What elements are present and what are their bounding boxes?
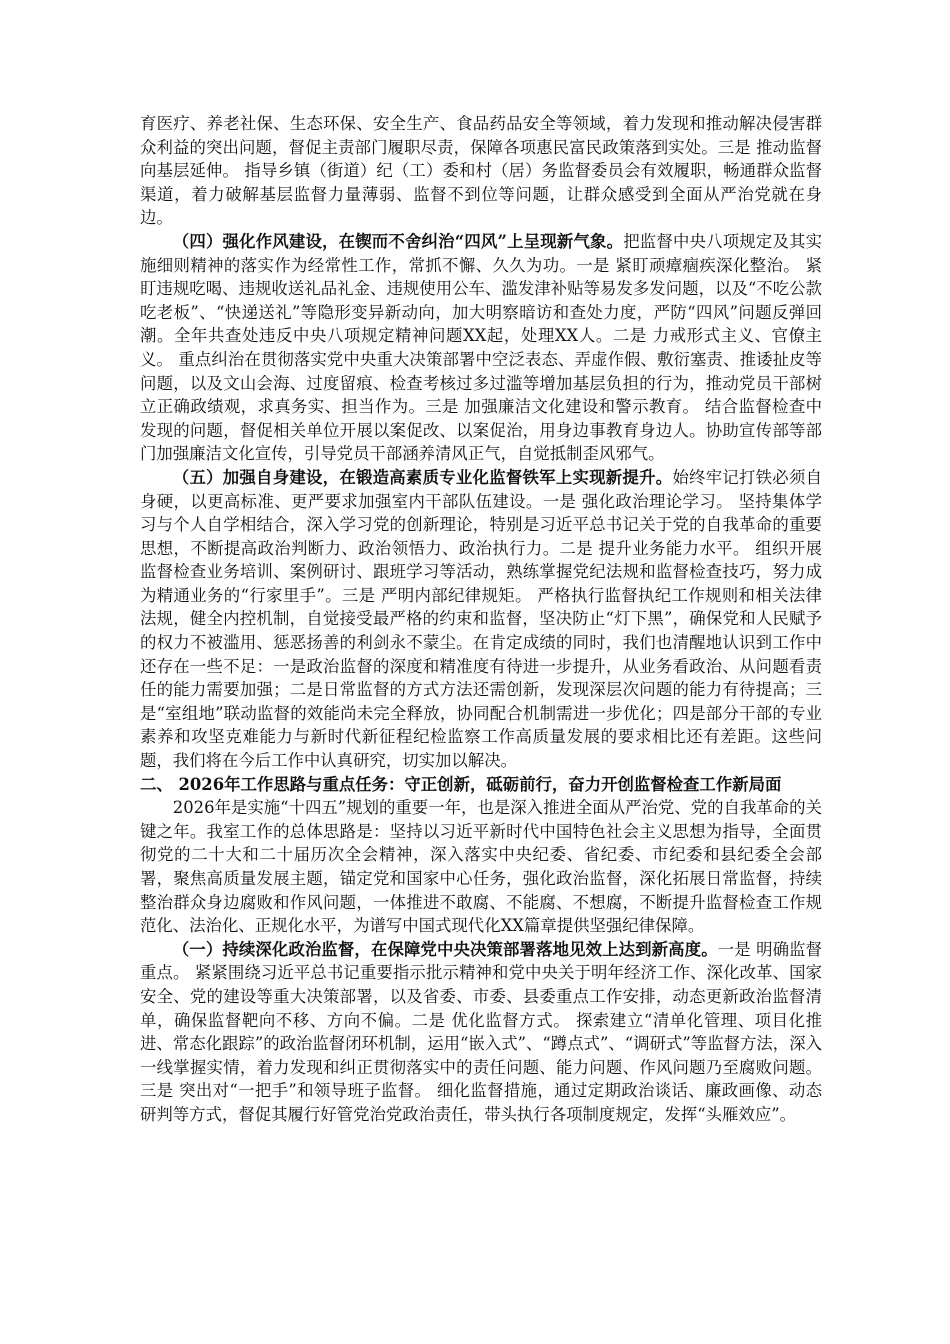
paragraph-text: 2026年是实施“十四五”规划的重要一年，也是深入推进全面从严治党、党的自我革命的关键之年。我室工作的总体思路是：坚持以习近平新时代中国特色社会主义思想为指导，全面贯彻党的二十大和二十届历次全会精神，深入落实中央纪委、省纪委、市纪委和县纪委全会部署，聚焦高质量发展主题，锚定党和国家中心任务，强化政治监督，深化拓展日常监督，持续整治群众身边腐败和作风问题，一体推进不敢腐、不能腐、不想腐，不断提升监督检查工作规范化、法治化、正规化水平，为谱写中国式现代化XX篇章提供坚强纪律保障。 — [140, 798, 822, 936]
paragraph-subsection-one — [140, 938, 822, 1127]
paragraph-section-five — [140, 466, 822, 773]
heading-text: 二、 2026年工作思路与重点任务：守正创新，砥砺前行，奋力开创监督检查工作新局面 — [140, 774, 782, 794]
section-lead: （一）持续深化政治监督，在保障党中央决策部署落地见效上达到新高度。 — [172, 939, 718, 959]
paragraph-continuation — [140, 112, 822, 230]
section-heading-two — [140, 773, 822, 797]
paragraph-text: 育医疗、养老社保、生态环保、安全生产、食品药品安全等领域，着力发现和推动解决侵害群众利益的突出问题，督促主责部门履职尽责，保障各项惠民富民政策落到实处。三是 推动监督向基层延伸。 指导乡镇（街道）纪（工）委和村（居）务监督委员会有效履职，畅通群众监督渠道，着力破解基层监督力量薄弱、监督不到位等问题，让群众感受到全面从严治党就在身边。 — [140, 114, 822, 228]
paragraph-text: 一是 明确监督重点。 紧紧围绕习近平总书记重要指示批示精神和党中央关于明年经济工作、深化改革、国家安全、党的建设等重大决策部署，以及省委、市委、县委重点工作安排，动态更新政治监督清单，确保监督靶向不移、方向不偏。二是 优化监督方式。 探索建立“清单化管理、项目化推进、常态化跟踪”的政治监督闭环机制，运用“嵌入式”、“蹲点式”、“调研式”等监督方法，深入一线掌握实情，着力发现和纠正贯彻落实中的责任问题、能力问题、作风问题乃至腐败问题。三是 突出对“一把手”和领导班子监督。 细化监督措施，通过定期政治谈话、廉政画像、动态研判等方式，督促其履行好管党治党政治责任，带头执行各项制度规定，发挥“头雁效应”。 — [140, 939, 823, 1124]
section-lead: （五）加强自身建设，在锻造高素质专业化监督铁军上实现新提升。 — [172, 467, 673, 487]
paragraph-section-four — [140, 230, 822, 466]
paragraph-text: 始终牢记打铁必须自身硬，以更高标准、更严要求加强室内干部队伍建设。一是 强化政治理论学习。 坚持集体学习与个人自学相结合，深入学习党的创新理论，特别是习近平总书记关于党的自我革命的重要思想，不断提高政治判断力、政治领悟力、政治执行力。二是 提升业务能力水平。 组织开展监督检查业务培训、案例研讨、跟班学习等活动，熟练掌握党纪法规和监督检查技巧，努力成为精通业务的“行家里手”。三是 严明内部纪律规矩。 严格执行监督执纪工作规则和相关法律法规，健全内控机制，自觉接受最严格的约束和监督，坚决防止“灯下黑”，确保党和人民赋予的权力不被滥用、惩恶扬善的利剑永不蒙尘。在肯定成绩的同时，我们也清醒地认识到工作中还存在一些不足：一是政治监督的深度和精准度有待进一步提升，从业务看政治、从问题看责任的能力需要加强；二是日常监督的方式方法还需创新，发现深层次问题的能力有待提高；三是“室组地”联动监督的效能尚未完全释放，协同配合机制需进一步优化；四是部分干部的专业素养和攻坚克难能力与新时代新征程纪检监察工作高质量发展的要求相比还有差距。这些问题，我们将在今后工作中认真研究，切实加以解决。 — [140, 467, 823, 771]
paragraph-text: 把监督中央八项规定及其实施细则精神的落实作为经常性工作，常抓不懈、久久为功。一是 紧盯顽瘴痼疾深化整治。 紧盯违规吃喝、违规收送礼品礼金、违规使用公车、滥发津补贴等易发多发问题，以及“不吃公款吃老板”、“快递送礼”等隐形变异新动向，加大明察暗访和查处力度，严防“四风”问题反弹回潮。全年共查处违反中央八项规定精神问题XX起，处理XX人。二是 力戒形式主义、官僚主义。 重点纠治在贯彻落实党中央重大决策部署中空泛表态、弄虚作假、敷衍塞责、推诿扯皮等问题，以及文山会海、过度留痕、检查考核过多过滥等增加基层负担的行为，推动党员干部树立正确政绩观，求真务实、担当作为。三是 加强廉洁文化建设和警示教育。 结合监督检查中发现的问题，督促相关单位开展以案促改、以案促治，用身边事教育身边人。协助宣传部等部门加强廉洁文化宣传，引导党员干部涵养清风正气，自觉抵制歪风邪气。 — [140, 231, 823, 464]
section-lead: （四）强化作风建设，在锲而不舍纠治“四风”上呈现新气象。 — [172, 231, 624, 251]
paragraph-overview — [140, 796, 822, 938]
